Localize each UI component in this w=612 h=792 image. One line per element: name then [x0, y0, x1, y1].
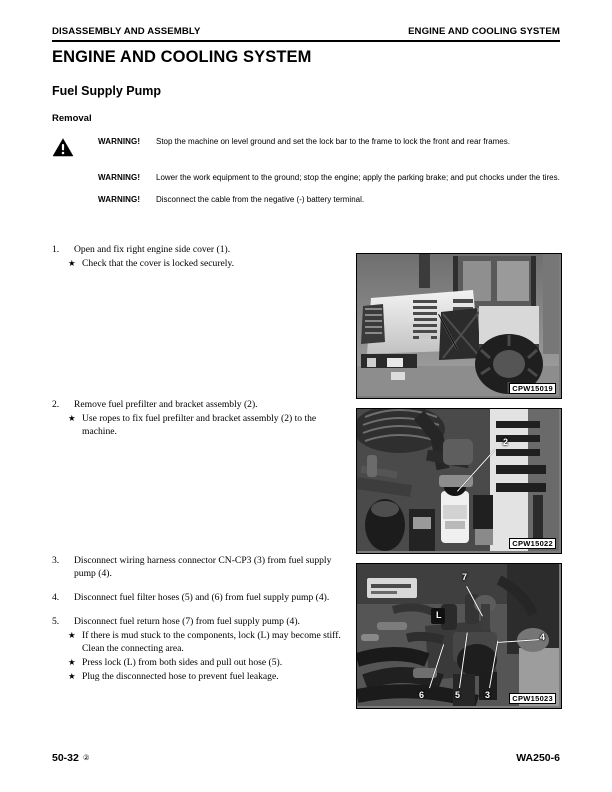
header-left-title: DISASSEMBLY AND ASSEMBLY [52, 26, 201, 37]
step-item [52, 554, 352, 580]
step-sub-item [52, 412, 352, 438]
step-number: 2. [52, 399, 60, 410]
component-title: Fuel Supply Pump [52, 84, 162, 98]
warning-label: WARNING! [98, 137, 141, 146]
step-number: 4. [52, 592, 60, 603]
step-text: Open and fix right engine side cover (1). [74, 244, 231, 255]
step-number: 1. [52, 244, 60, 255]
warning-row [52, 136, 562, 162]
header-right-title: ENGINE AND COOLING SYSTEM [408, 26, 560, 37]
warning-icon-spacer [52, 172, 98, 173]
page-number: 50-32 [52, 752, 79, 764]
star-bullet-icon: ★ [68, 657, 76, 667]
step-text: Disconnect wiring harness connector CN-CP3 (3) from fuel supply pump (4). [74, 555, 332, 579]
star-bullet-icon: ★ [68, 630, 76, 640]
step-sub-item [52, 656, 352, 669]
callout-4: 4 [540, 632, 546, 642]
step-number: 5. [52, 616, 60, 627]
operation-title: Removal [52, 113, 92, 124]
step-sub-text: If there is mud stuck to the components, lock (L) may become stiff. Clean the connecting area. [82, 630, 341, 654]
callout-6: 6 [419, 690, 425, 700]
step-number: 3. [52, 555, 60, 566]
star-bullet-icon: ★ [68, 413, 76, 423]
warning-row [52, 172, 562, 184]
step-text: Remove fuel prefilter and bracket assembly (2). [74, 399, 258, 410]
figure-code: CPW15019 [509, 383, 556, 394]
step-sub-text: Check that the cover is locked securely. [82, 258, 235, 269]
star-bullet-icon: ★ [68, 258, 76, 268]
step-sub-item [52, 257, 352, 270]
step-item [52, 615, 352, 628]
figure-fuel-prefilter [356, 408, 562, 554]
callout-7: 7 [462, 572, 468, 582]
figure-3-photo [357, 564, 559, 706]
figure-machine-side-cover [356, 253, 562, 399]
callout-2: 2 [503, 437, 509, 447]
warning-triangle-icon [52, 136, 98, 162]
warning-text: Disconnect the cable from the negative (-) battery terminal. [156, 194, 365, 204]
step-text: Disconnect fuel return hose (7) from fuel supply pump (4). [74, 616, 300, 627]
footer-page-group [52, 752, 90, 764]
figure-code: CPW15023 [509, 693, 556, 704]
warning-block [52, 136, 562, 215]
step-sub-text: Use ropes to fix fuel prefilter and bracket assembly (2) to the machine. [82, 413, 317, 437]
figure-1-photo [357, 254, 559, 396]
revision-mark: ② [82, 753, 90, 762]
step-item [52, 398, 352, 411]
warning-icon-spacer [52, 194, 98, 195]
step-group-3 [52, 554, 352, 683]
warning-row [52, 194, 562, 206]
page-header [52, 26, 560, 42]
callout-L: L [436, 610, 442, 620]
chapter-title: ENGINE AND COOLING SYSTEM [52, 48, 312, 66]
step-sub-text: Press lock (L) from both sides and pull out hose (5). [82, 657, 283, 668]
model-number: WA250-6 [516, 752, 560, 764]
warning-label: WARNING! [98, 194, 141, 204]
step-sub-item [52, 629, 352, 655]
step-sub-item [52, 670, 352, 683]
star-bullet-icon: ★ [68, 671, 76, 681]
warning-text: Lower the work equipment to the ground; stop the engine; apply the parking brake; and put chocks under the tires. [156, 173, 560, 182]
step-group-2 [52, 398, 352, 438]
step-text: Disconnect fuel filter hoses (5) and (6) from fuel supply pump (4). [74, 592, 330, 603]
page-footer [52, 752, 560, 764]
callout-3: 3 [485, 690, 491, 700]
step-item [52, 591, 352, 604]
callout-5: 5 [455, 690, 461, 700]
step-group-1 [52, 243, 352, 270]
step-sub-text: Plug the disconnected hose to prevent fuel leakage. [82, 671, 279, 682]
warning-text: Stop the machine on level ground and set the lock bar to the frame to lock the front and rear frames. [156, 137, 510, 146]
warning-label: WARNING! [98, 173, 141, 182]
figure-code: CPW15022 [509, 538, 556, 549]
figure-fuel-supply-pump [356, 563, 562, 709]
figure-2-photo [357, 409, 559, 551]
step-item [52, 243, 352, 256]
